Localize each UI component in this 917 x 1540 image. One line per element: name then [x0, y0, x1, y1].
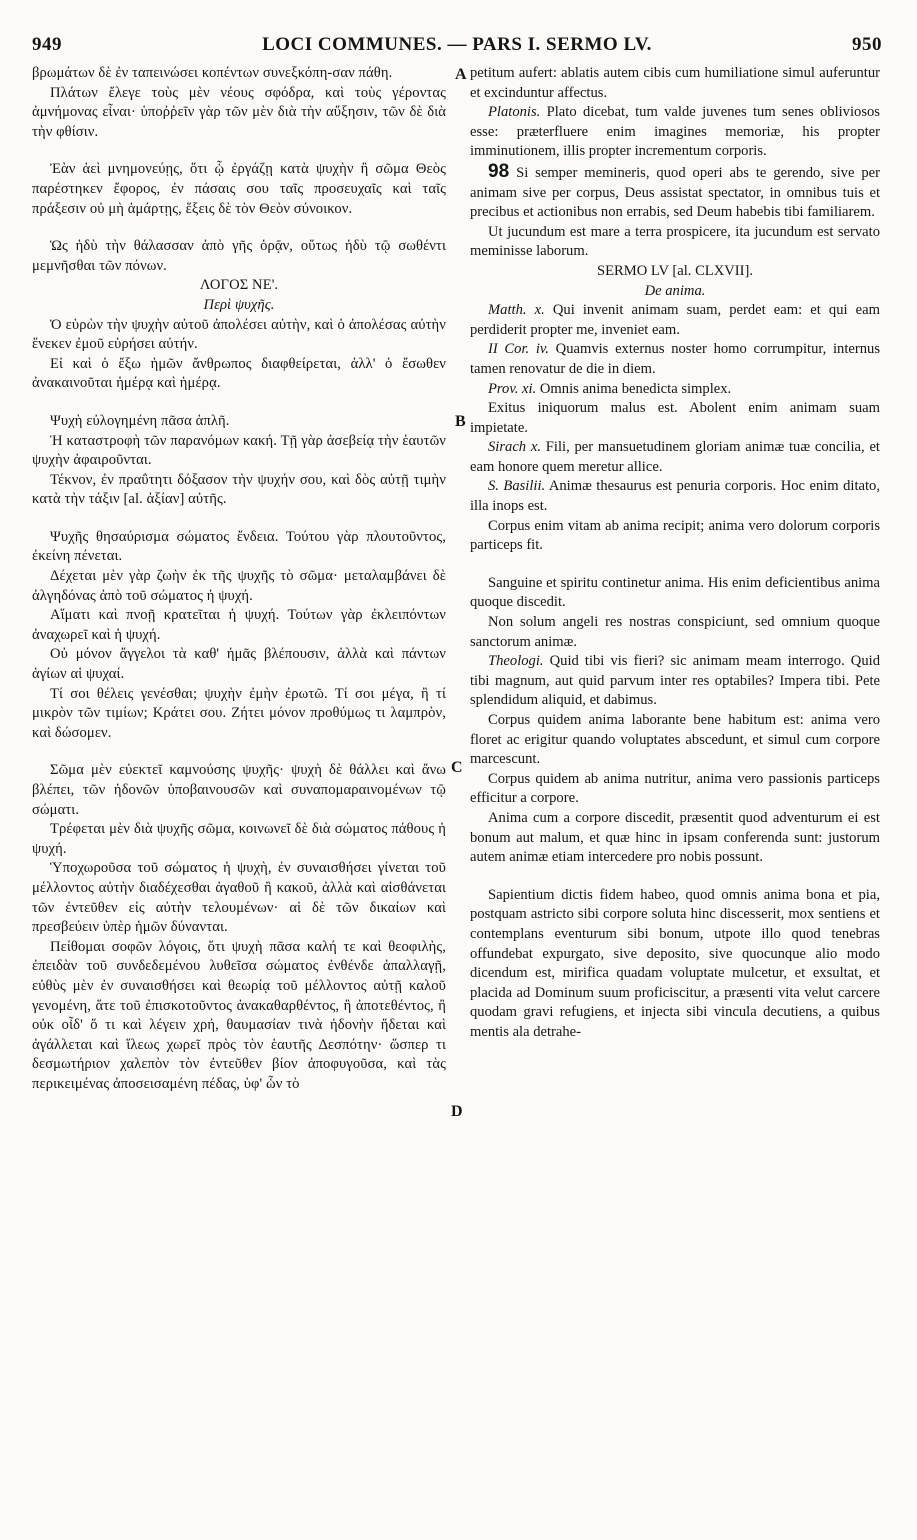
- page-number-left: 949: [32, 34, 62, 55]
- left-column-paragraph: [32, 859, 446, 937]
- paragraph-text: Quid tibi vis fieri? sic animam meam interrogo. Quid tibi magnum, aut quid parvum inter res optabiles? Impera tibi. Pete splendidum aliquid, et dabimus.: [470, 653, 880, 709]
- paragraph-text: petitum aufert: ablatis autem cibis cum humiliatione simul auferuntur et excinduntur affectus.: [470, 65, 880, 101]
- running-title: LOCI COMMUNES. — PARS I. SERMO LV.: [262, 34, 652, 55]
- paragraph-text: Εἰ καὶ ὁ ἔξω ἡμῶν ἄνθρωπος διαφθείρεται, ἀλλ' ὁ ἔσωθεν ἀνακαινοῦται ἡμέρᾳ καὶ ἡμέρᾳ.: [32, 355, 446, 392]
- paragraph-text: Qui invenit animam suam, perdet eam: et qui eam perdiderit propter me, inveniet eam.: [470, 302, 880, 338]
- paragraph-text: Exitus iniquorum malus est. Abolent enim animam suam impietate.: [470, 400, 880, 436]
- left-column-paragraph: [32, 567, 446, 606]
- left-column-paragraph: [32, 84, 446, 143]
- left-column-paragraph: [32, 938, 446, 1095]
- left-column-paragraph: [32, 432, 446, 471]
- paragraph-text: Plato dicebat, tum valde juvenes tum senes obliviosos esse: præterfluere enim imagines memoriæ, his propter imminutionem, illis propter incrementum corporis.: [470, 104, 880, 160]
- left-column-paragraph: [32, 296, 446, 316]
- section-marker-b: B: [455, 413, 466, 430]
- right-column-paragraph: [470, 652, 880, 711]
- paragraph-text: Fili, per mansuetudinem gloriam animæ tuæ concilia, et eam honore quem meretur allice.: [470, 439, 880, 475]
- right-column-paragraph: [470, 301, 880, 340]
- source-reference: Prov. xi.: [488, 380, 537, 397]
- paragraph-text: Ὡς ἡδὺ τὴν θάλασσαν ἀπὸ γῆς ὁρᾷν, οὕτως ἡδὺ τῷ σωθέντι μεμνῆσθαι τῶν πόνων.: [32, 238, 446, 274]
- paragraph-text: SERMO LV [al. CLXVII].: [596, 262, 754, 279]
- section-marker-a: A: [455, 66, 467, 83]
- paragraph-text: Non solum angeli res nostras conspiciunt, sed omnium quoque sanctorum animæ.: [470, 614, 880, 650]
- paragraph-text: Σῶμα μὲν εὐεκτεῖ καμνούσης ψυχῆς· ψυχὴ δὲ θάλλει καὶ ἄνω βλέπει, τῶν ἡδονῶν ὑποβαινουσῶν καὶ συναπομαραινομένων τῷ σώματι.: [32, 762, 446, 818]
- source-reference: Theologi.: [488, 653, 544, 670]
- left-column-paragraph: [32, 645, 446, 684]
- right-column-paragraph: [470, 574, 880, 613]
- left-column-paragraph: [32, 316, 446, 355]
- right-column-paragraph: [470, 517, 880, 556]
- right-column-paragraph: [470, 103, 880, 162]
- left-column-paragraph: [32, 412, 446, 432]
- paragraph-text: De anima.: [644, 282, 706, 299]
- paragraph-text: βρωμάτων δὲ ἐν ταπεινώσει κοπέντων συνεξκόπη-σαν πάθη.: [32, 65, 393, 81]
- paragraph-text: Τρέφεται μὲν διὰ ψυχῆς σῶμα, κοινωνεῖ δὲ διὰ σώματος πάθους ἡ ψυχή.: [32, 821, 446, 857]
- paragraph-text: Quamvis externus noster homo corrumpitur, internus tamen renovatur de die in diem.: [470, 341, 881, 377]
- paragraph-text: Ψυχῆς θησαύρισμα σώματος ἔνδεια. Τούτου γὰρ πλουτοῦντος, ἐκείνη πένεται.: [32, 528, 446, 565]
- right-column-paragraph: [470, 711, 880, 770]
- paragraph-text: Ἡ καταστροφὴ τῶν παρανόμων κακή. Τῇ γὰρ ἀσεβείᾳ τὴν ἑαυτῶν ψυχὴν ἀφαιροῦνται.: [32, 432, 446, 469]
- page-header: [32, 34, 882, 64]
- right-column-paragraph: [470, 340, 880, 379]
- left-column-paragraph: [32, 606, 446, 645]
- section-marker-c: C: [451, 759, 463, 776]
- left-column-paragraph: [32, 160, 446, 219]
- source-reference: II Cor. iv.: [488, 341, 549, 358]
- right-column-paragraph: [470, 477, 880, 516]
- paragraph-text: Ἐὰν ἀεὶ μνημονεύῃς, ὅτι ᾧ ἐργάζῃ κατὰ ψυχὴν ἢ σῶμα Θεὸς παρέστηκεν ἔφορος, ἐν πάσαις σου ταῖς προσευχαῖς καὶ ταῖς πράξεσιν οὐ μὴ ἁμάρτῃς, ἕξεις δὲ τὸν Θεὸν σύνοικον.: [32, 161, 446, 217]
- right-column-paragraph: [470, 809, 880, 868]
- paragraph-text: Corpus enim vitam ab anima recipit; anima vero dolorum corporis particeps fit.: [470, 517, 880, 554]
- source-reference: Matth. x.: [488, 302, 545, 319]
- paragraph-text: ΛΟΓΟΣ ΝΕ'.: [199, 277, 279, 294]
- paragraph-text: Corpus quidem ab anima nutritur, anima vero passionis particeps efficitur a corpore.: [470, 770, 880, 807]
- right-column-paragraph: [470, 223, 880, 262]
- latin-column: [470, 64, 880, 1043]
- paragraph-text: Περὶ ψυχῆς.: [203, 296, 275, 313]
- right-column-paragraph: [470, 162, 880, 223]
- paragraph-text: Ut jucundum est mare a terra prospicere, ita jucundum est servato meminisse laborum.: [470, 223, 880, 260]
- left-column-paragraph: [32, 276, 446, 296]
- right-column-paragraph: [470, 262, 880, 282]
- paragraph-text: Αἵματι καὶ πνοῇ κρατεῖται ἡ ψυχή. Τούτων γὰρ ἐκλειπόντων ἀναχωρεῖ καὶ ἡ ψυχή.: [32, 607, 446, 643]
- right-column-paragraph: [470, 380, 880, 400]
- source-reference: Platonis.: [488, 104, 541, 121]
- paragraph-text: Corpus quidem anima laborante bene habitum est: anima vero floret ac erigitur quando voluptates abscedunt, et simul cum corpore marcescunt.: [470, 712, 880, 768]
- source-reference: Sirach x.: [488, 439, 542, 456]
- paragraph-text: Animæ thesaurus est penuria corporis. Hoc enim ditato, illa inops est.: [470, 478, 880, 515]
- paragraph-text: Ψυχὴ εὐλογημένη πᾶσα ἁπλῆ.: [50, 412, 230, 429]
- left-column-paragraph: [32, 761, 446, 820]
- paragraph-text: Πλάτων ἔλεγε τοὺς μὲν νέους σφόδρα, καὶ τοὺς γέροντας ἀμνήμονας εἶναι· ὑποῤῥεῖν γὰρ τῶν μὲν διὰ τὴν αὔξησιν, τῶν δὲ διὰ τὴν φθίσιν.: [32, 84, 446, 140]
- left-column-paragraph: [32, 237, 446, 276]
- right-column-paragraph: [470, 613, 880, 652]
- left-column-paragraph: [32, 471, 446, 510]
- left-column-paragraph: [32, 64, 446, 84]
- right-column-paragraph: [470, 770, 880, 809]
- paragraph-text: Sapientium dictis fidem habeo, quod omnis anima bona et pia, postquam astricto sibi corpore soluta hinc discesserit, mox sentiens et contemplans eventurum sibi bonum, utpote illo quod tenebras offundebat expurgato, sive deposito, sive quocunque alio modo dicendum est, mirifica quadam voluptate mulcetur, et exsultat, et placida ad Dominum suum proficiscitur, a præsenti vita velut carcere quodam gravi refugiens, et injecta sibi vincula decutiens, a quibus mentis ala detrahe-: [470, 886, 880, 1040]
- paragraph-number: 98: [488, 160, 510, 182]
- source-reference: S. Basilii.: [488, 478, 546, 495]
- right-column-paragraph: [470, 399, 880, 438]
- right-column-paragraph: [470, 64, 880, 103]
- section-marker-d: D: [451, 1103, 463, 1120]
- paragraph-text: Sanguine et spiritu continetur anima. His enim deficientibus anima quoque discedit.: [470, 574, 880, 611]
- greek-column: [32, 64, 446, 1095]
- paragraph-text: Omnis anima benedicta simplex.: [536, 380, 732, 397]
- left-column-paragraph: [32, 528, 446, 567]
- paragraph-text: Πείθομαι σοφῶν λόγοις, ὅτι ψυχὴ πᾶσα καλή τε καὶ θεοφιλὴς, ἐπειδὰν τοῦ συνδεδεμένου λυθεῖσα σώματος ἐνθένδε ἀπαλλαγῇ, εὐθὺς μὲν ἐν συναισθήσει καὶ θεωρίᾳ τοῦ μέλλοντος αὐτῇ καλοῦ γενομένη, ἅτε τοῦ ἐπισκοτοῦντος ἀνακαθαρθέντος, ἢ ἀποτεθέντος, ἢ οὐκ οἶδ' ὅ τι καὶ λέγειν χρή, θαυμασίαν τινὰ ἡδονὴν ἥδεται καὶ ἀγάλλεται καὶ ἵλεως χωρεῖ πρὸς τὸν ἑαυτῆς Δεσπότην· ὥσπερ τι δεσμωτήριον χαλεπὸν τὸν ἐντεῦθεν βίον ἀποφυγοῦσα, καὶ τὰς περικειμένας ἀποσεισαμένη πέδας, ὑφ' ὧν τὸ: [32, 938, 446, 1092]
- left-column-paragraph: [32, 355, 446, 394]
- paragraph-text: Ὑποχωροῦσα τοῦ σώματος ἡ ψυχὴ, ἐν συναισθήσει γίνεται τοῦ μέλλοντος αὐτὴν διαδέχεσθαι ἀγαθοῦ ἢ κακοῦ, ἀλλὰ καὶ αἰσθάνεται τῶν ἐντεῦθεν εἰς αὐτὴν τελουμένων· αἱ δὲ τῶν δικαίων καὶ πρεσβεύειν ὑπὲρ ἡμῶν δύνανται.: [32, 860, 446, 936]
- paragraph-text: Οὐ μόνον ἄγγελοι τὰ καθ' ἡμᾶς βλέπουσιν, ἀλλὰ καὶ πάντων ἁγίων αἱ ψυχαί.: [32, 646, 446, 683]
- paragraph-text: Ὁ εὑρὼν τὴν ψυχὴν αὐτοῦ ἀπολέσει αὐτὴν, καὶ ὁ ἀπολέσας αὐτὴν ἕνεκεν ἐμοῦ εὑρήσει αὐτήν.: [32, 316, 446, 353]
- page-number-right: 950: [852, 34, 882, 55]
- paragraph-text: Τέκνον, ἐν πραΰτητι δόξασον τὴν ψυχήν σου, καὶ δὸς αὐτῇ τιμὴν κατὰ τὴν τάξιν [al. ἀξίαν] αὐτῆς.: [32, 471, 446, 508]
- right-column-paragraph: [470, 886, 880, 1043]
- right-column-paragraph: [470, 282, 880, 302]
- paragraph-text: Τί σοι θέλεις γενέσθαι; ψυχὴν ἐμὴν ἐρωτῶ. Τί σοι μέγα, ἢ τί μικρὸν τῶν τιμίων; Κράτει σου. Ζήτει μόνον προθύμως τι λαμπρὸν, καὶ δώσομεν.: [32, 685, 446, 741]
- right-column-paragraph: [470, 438, 880, 477]
- left-column-paragraph: [32, 820, 446, 859]
- paragraph-text: Δέχεται μὲν γὰρ ζωὴν ἐκ τῆς ψυχῆς τὸ σῶμα· μεταλαμβάνει δὲ ἀλγηδόνας ἀπὸ τοῦ σώματος ἡ ψυχή.: [32, 568, 446, 604]
- paragraph-text: Anima cum a corpore discedit, præsentit quod adventurum ei est bonum aut malum, et quæ hinc in ipsam conferenda sunt: justorum autem animæ etiam intercedere pro nobis possunt.: [470, 809, 880, 866]
- paragraph-text: Si semper memineris, quod operi abs te gerendo, sive per animam sive per corpus, Deus assistat spectator, in omnibus tuis et precibus et actionibus non errabis, sed Deum habebis tibi familiarem.: [470, 164, 880, 221]
- left-column-paragraph: [32, 685, 446, 744]
